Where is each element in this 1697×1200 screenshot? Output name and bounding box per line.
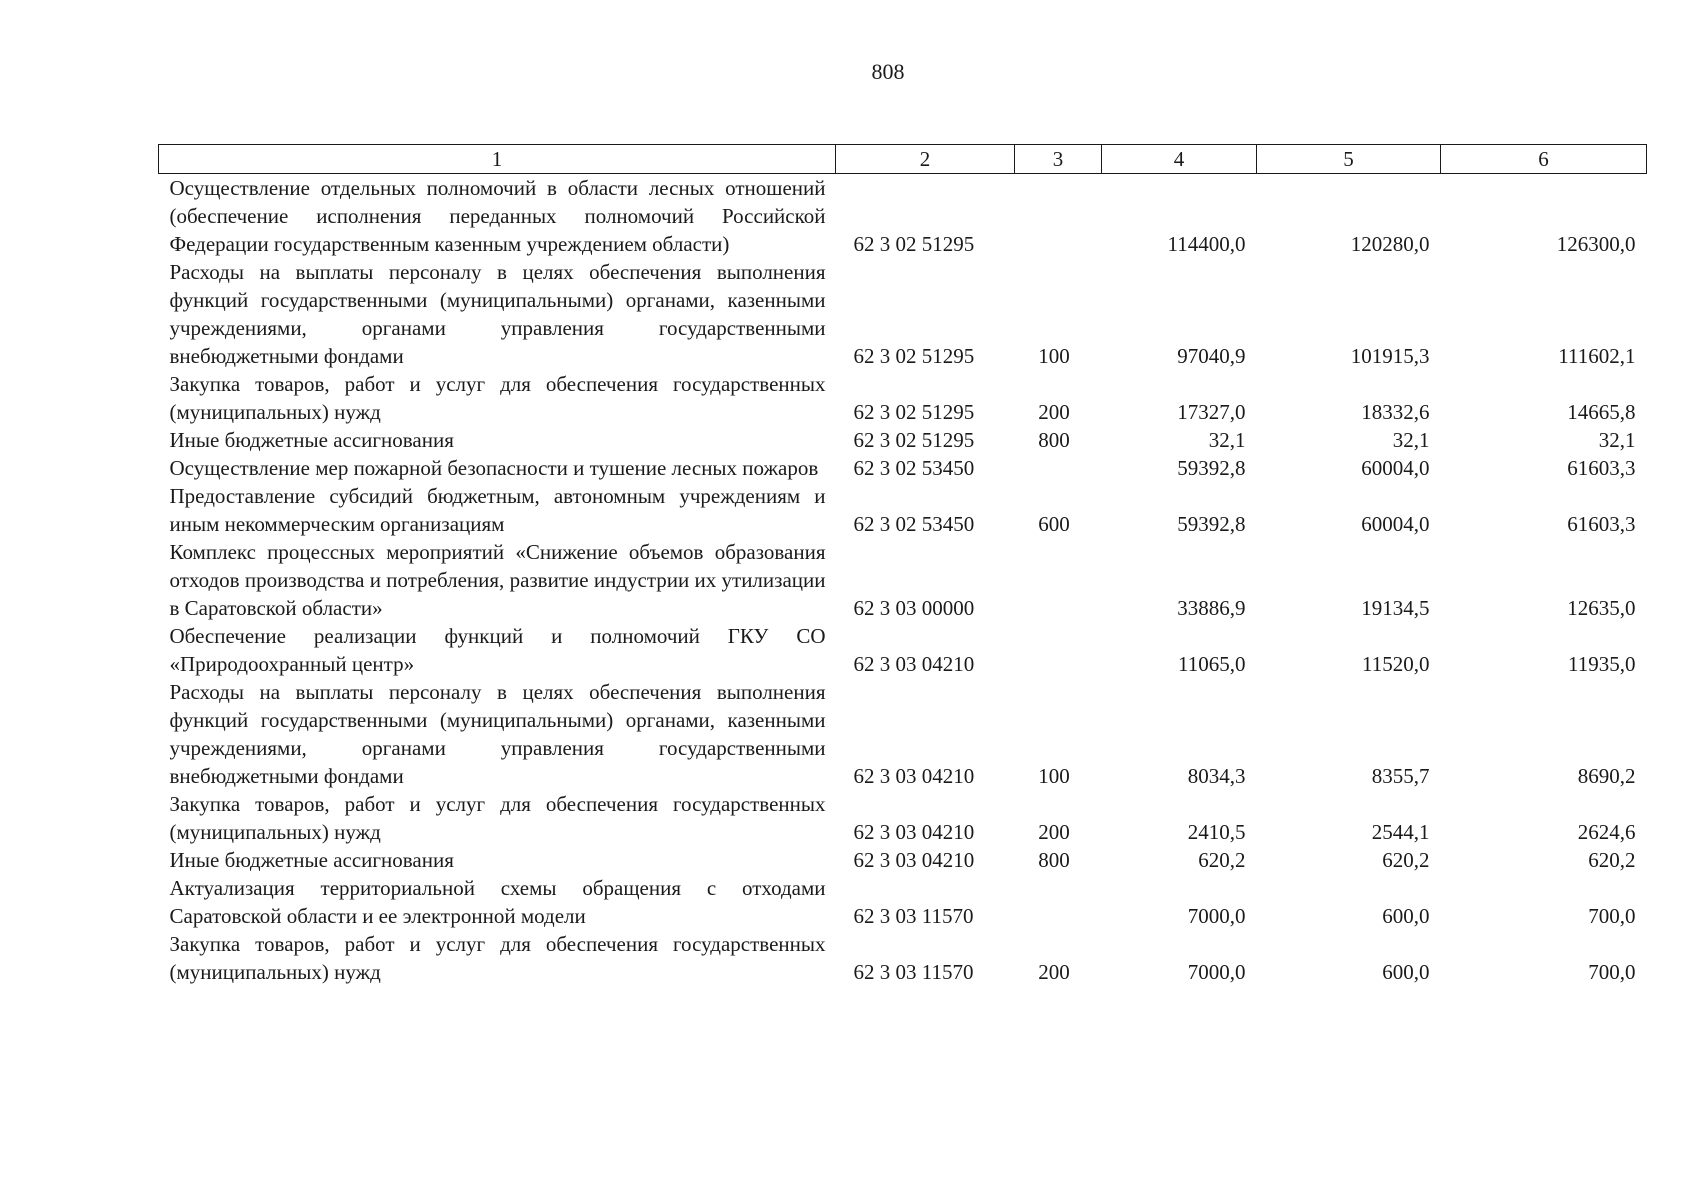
row-description: Осуществление отдельных полномочий в области лесных отношений (обеспечение исполнения переданных полномочий Российской Федерации государственным казенным учреждением области) [169,176,826,256]
row-expense-type: 800 [1038,848,1070,872]
column-header-1: 1 [159,145,836,174]
row-code: 62 3 03 04210 [853,848,975,872]
table-row [159,454,1647,482]
header-row [159,145,1647,174]
row-value-col4: 2410,5 [1187,820,1246,844]
row-value-col4: 59392,8 [1177,512,1246,536]
row-value-col4: 620,2 [1198,848,1246,872]
row-description: Расходы на выплаты персоналу в целях обеспечения выполнения функций государственными (муниципальными) органами, казенными учреждениями, органами управления государственными внебюджетными фондами [169,260,826,368]
row-value-col4: 17327,0 [1177,400,1246,424]
budget-table [158,144,1647,986]
table-row [159,426,1647,454]
row-expense-type: 100 [1038,764,1070,788]
table-row [159,874,1647,930]
table-row [159,930,1647,986]
row-expense-type [1015,874,1102,930]
row-value-col6: 620,2 [1588,848,1636,872]
row-value-col6: 700,0 [1588,904,1636,928]
row-code: 62 3 03 04210 [853,764,975,788]
table-row [159,622,1647,678]
row-value-col5: 101915,3 [1350,344,1430,368]
row-value-col5: 2544,1 [1371,820,1430,844]
row-value-col4: 11065,0 [1178,652,1246,676]
row-expense-type: 200 [1038,960,1070,984]
row-value-col6: 14665,8 [1567,400,1636,424]
row-value-col5: 8355,7 [1371,764,1430,788]
row-code: 62 3 02 51295 [853,428,975,452]
column-header-6: 6 [1441,145,1647,174]
row-expense-type: 200 [1038,400,1070,424]
row-value-col4: 33886,9 [1177,596,1246,620]
row-expense-type: 200 [1038,820,1070,844]
page-number: 808 [871,59,905,84]
row-code: 62 3 03 11570 [853,904,974,928]
table-row [159,538,1647,622]
row-value-col6: 11935,0 [1568,652,1636,676]
row-value-col6: 32,1 [1598,428,1636,452]
row-value-col5: 620,2 [1382,848,1430,872]
column-header-5: 5 [1257,145,1441,174]
row-description: Иные бюджетные ассигнования [169,428,454,452]
table-row [159,174,1647,259]
row-value-col6: 126300,0 [1556,232,1636,256]
row-description: Комплекс процессных мероприятий «Снижение объемов образования отходов производства и потребления, развитие индустрии их утилизации в Саратовской области» [169,540,826,620]
row-value-col6: 700,0 [1588,960,1636,984]
row-code: 62 3 02 53450 [853,512,975,536]
row-code: 62 3 02 51295 [853,344,975,368]
row-value-col6: 111602,1 [1558,344,1636,368]
row-code: 62 3 03 00000 [853,596,975,620]
row-value-col5: 19134,5 [1361,596,1430,620]
row-code: 62 3 03 11570 [853,960,974,984]
row-description: Закупка товаров, работ и услуг для обеспечения государственных (муниципальных) нужд [169,932,826,984]
row-value-col5: 120280,0 [1350,232,1430,256]
row-expense-type: 800 [1038,428,1070,452]
row-value-col6: 61603,3 [1567,456,1636,480]
column-header-4: 4 [1102,145,1257,174]
table-row [159,790,1647,846]
row-value-col5: 600,0 [1382,960,1430,984]
table-row [159,846,1647,874]
row-description: Обеспечение реализации функций и полномочий ГКУ СО «Природоохранный центр» [169,624,826,676]
row-value-col5: 60004,0 [1361,512,1430,536]
row-value-col5: 32,1 [1392,428,1430,452]
table-row [159,370,1647,426]
row-description: Закупка товаров, работ и услуг для обеспечения государственных (муниципальных) нужд [169,792,826,844]
table-body [159,174,1647,987]
row-code: 62 3 03 04210 [853,652,975,676]
row-code: 62 3 03 04210 [853,820,975,844]
row-value-col4: 59392,8 [1177,456,1246,480]
row-value-col6: 2624,6 [1577,820,1636,844]
row-value-col5: 11520,0 [1362,652,1430,676]
table-row [159,482,1647,538]
row-description: Иные бюджетные ассигнования [169,848,454,872]
row-expense-type [1015,538,1102,622]
row-value-col4: 7000,0 [1187,904,1246,928]
row-value-col6: 8690,2 [1577,764,1636,788]
row-value-col4: 32,1 [1208,428,1246,452]
row-value-col4: 7000,0 [1187,960,1246,984]
table-header [159,145,1647,174]
row-value-col5: 60004,0 [1361,456,1430,480]
row-description: Закупка товаров, работ и услуг для обеспечения государственных (муниципальных) нужд [169,372,826,424]
row-value-col4: 114400,0 [1167,232,1246,256]
column-header-2: 2 [836,145,1015,174]
row-value-col6: 61603,3 [1567,512,1636,536]
column-header-3: 3 [1015,145,1102,174]
row-code: 62 3 02 51295 [853,400,975,424]
row-value-col4: 8034,3 [1187,764,1246,788]
row-expense-type [1015,622,1102,678]
row-code: 62 3 02 53450 [853,456,975,480]
row-expense-type: 600 [1038,512,1070,536]
row-expense-type: 100 [1038,344,1070,368]
row-value-col4: 97040,9 [1177,344,1246,368]
row-code: 62 3 02 51295 [853,232,975,256]
row-expense-type [1015,454,1102,482]
row-description: Расходы на выплаты персоналу в целях обеспечения выполнения функций государственными (муниципальными) органами, казенными учреждениями, органами управления государственными внебюджетными фондами [169,680,826,788]
row-description: Осуществление мер пожарной безопасности и тушение лесных пожаров [169,456,819,480]
row-description: Предоставление субсидий бюджетным, автономным учреждениям и иным некоммерческим организациям [169,484,826,536]
row-value-col5: 18332,6 [1361,400,1430,424]
row-expense-type [1015,174,1102,259]
table-row [159,258,1647,370]
table-row [159,678,1647,790]
row-description: Актуализация территориальной схемы обращения с отходами Саратовской области и ее электронной модели [169,876,826,928]
row-value-col5: 600,0 [1382,904,1430,928]
row-value-col6: 12635,0 [1567,596,1636,620]
